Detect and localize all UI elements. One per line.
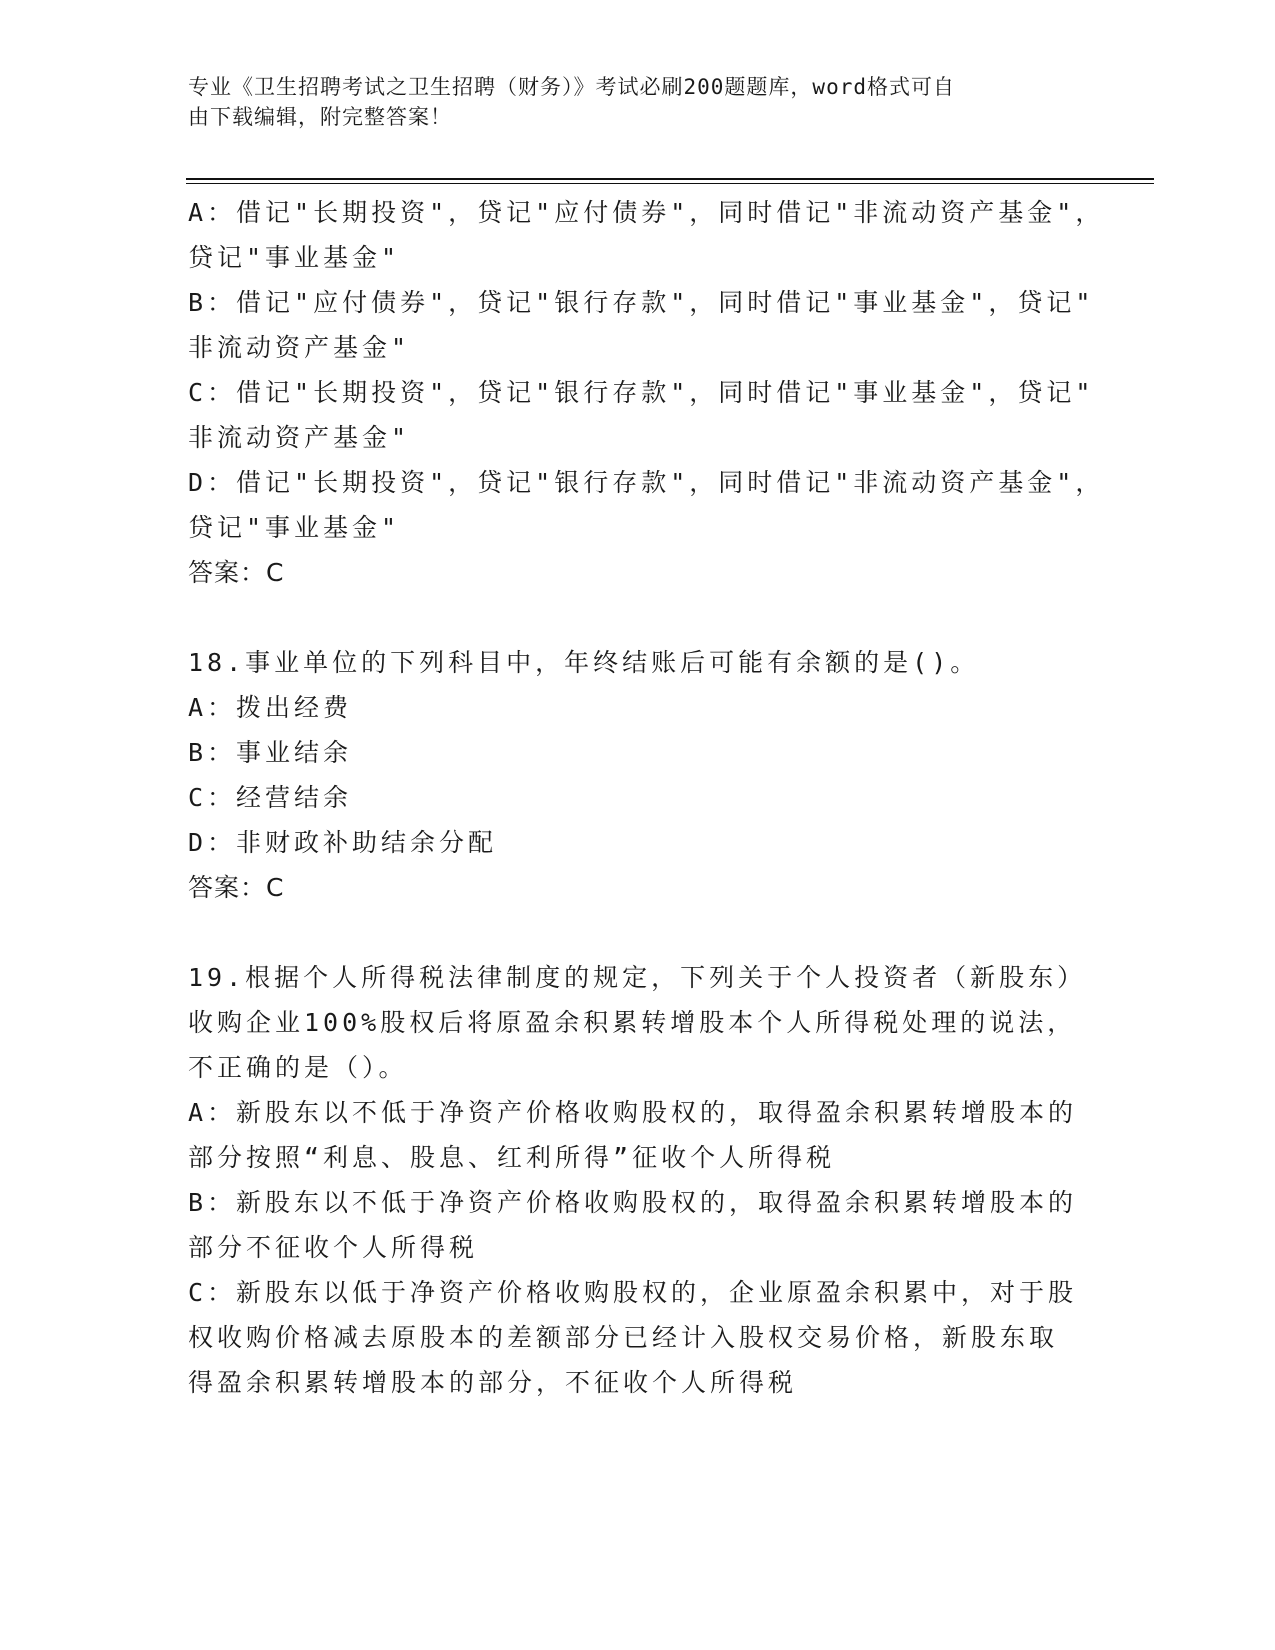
header-divider: [186, 178, 1154, 180]
option-b: B：事业结余: [188, 738, 353, 767]
option-c-cont: 非流动资产基金": [188, 423, 411, 452]
option-c: C：借记"长期投资"，贷记"银行存款"，同时借记"事业基金"，贷记": [188, 378, 1095, 407]
option-b-cont: 非流动资产基金": [188, 333, 411, 362]
header-line: 专业《卫生招聘考试之卫生招聘（财务）》考试必刷200题题库，word格式可自: [188, 75, 955, 99]
answer: 答案：C: [188, 558, 285, 587]
header-divider-thin: [186, 183, 1154, 184]
question-19: [188, 955, 1088, 1405]
header-line: 由下载编辑，附完整答案！: [188, 105, 452, 129]
option-c-cont: 权收购价格减去原股本的差额部分已经计入股权交易价格，新股东取: [188, 1323, 1059, 1352]
option-c: C：新股东以低于净资产价格收购股权的，企业原盈余积累中，对于股: [188, 1278, 1078, 1307]
option-a: A：新股东以不低于净资产价格收购股权的，取得盈余积累转增股本的: [188, 1098, 1078, 1127]
question-17: [188, 190, 1105, 595]
spacer: [188, 595, 1088, 640]
spacer: [188, 910, 1088, 955]
option-b-cont: 部分不征收个人所得税: [188, 1233, 479, 1262]
option-a-cont: 贷记"事业基金": [188, 243, 401, 272]
question-stem-cont: 不正确的是（）。: [188, 1053, 408, 1082]
answer: 答案：C: [188, 873, 285, 902]
document-header: [188, 72, 1068, 132]
question-18: [188, 640, 1088, 910]
option-a-cont: 部分按照“利息、股息、红利所得”征收个人所得税: [188, 1143, 836, 1172]
option-d: D：非财政补助结余分配: [188, 828, 498, 857]
question-stem: 19.根据个人所得税法律制度的规定，下列关于个人投资者（新股东）: [188, 963, 1087, 992]
question-stem: 18.事业单位的下列科目中，年终结账后可能有余额的是()。: [188, 648, 980, 677]
option-a: A：拨出经费: [188, 693, 353, 722]
option-d: D：借记"长期投资"，贷记"银行存款"，同时借记"非流动资产基金"，: [188, 468, 1105, 497]
document-body: [188, 190, 1105, 1405]
option-b: B：新股东以不低于净资产价格收购股权的，取得盈余积累转增股本的: [188, 1188, 1078, 1217]
question-stem-cont: 收购企业100%股权后将原盈余积累转增股本个人所得税处理的说法，: [188, 1008, 1077, 1037]
option-b: B：借记"应付债券"，贷记"银行存款"，同时借记"事业基金"，贷记": [188, 288, 1095, 317]
option-c: C：经营结余: [188, 783, 353, 812]
option-d-cont: 贷记"事业基金": [188, 513, 401, 542]
option-a: A：借记"长期投资"，贷记"应付债券"，同时借记"非流动资产基金"，: [188, 198, 1105, 227]
option-c-cont: 得盈余积累转增股本的部分，不征收个人所得税: [188, 1368, 798, 1397]
